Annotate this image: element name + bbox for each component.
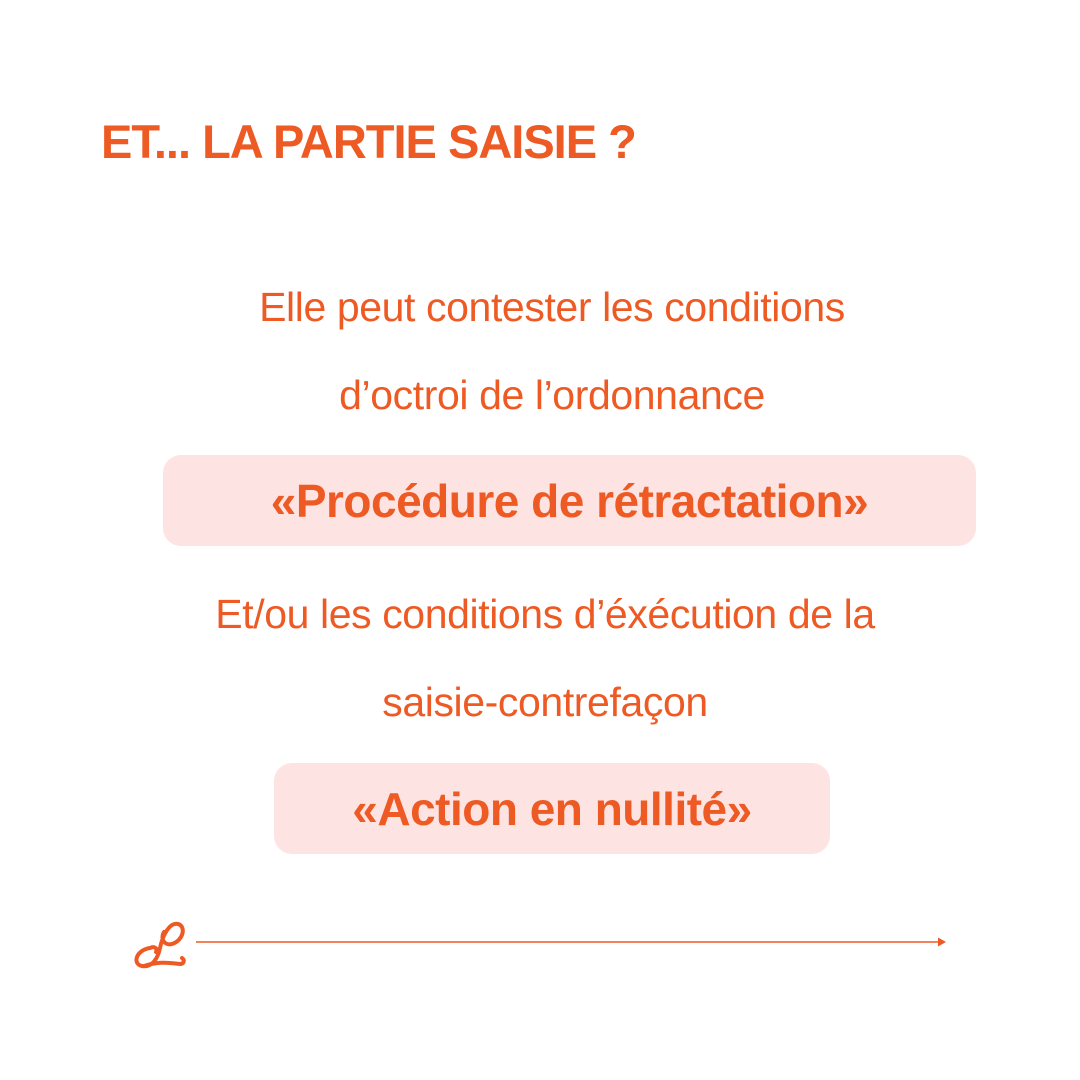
paragraph-2-line-2: saisie-contrefaçon (382, 679, 708, 725)
highlight-box-retractation (163, 455, 976, 546)
paragraph-2-line-1: Et/ou les conditions d’éxécution de la (215, 591, 875, 637)
highlight-box-nullite (274, 763, 830, 854)
paragraph-1-line-1: Elle peut contester les conditions (259, 284, 845, 330)
highlight-text-nullite: «Action en nullité» (352, 782, 752, 835)
page-title: ET... LA PARTIE SAISIE ? (101, 115, 636, 168)
highlight-text-retractation: «Procédure de rétractation» (270, 474, 869, 527)
arrow-right-icon (196, 936, 948, 948)
script-l-logo-icon (130, 918, 186, 970)
paragraph-1-line-2: d’octroi de l’ordonnance (339, 372, 765, 418)
